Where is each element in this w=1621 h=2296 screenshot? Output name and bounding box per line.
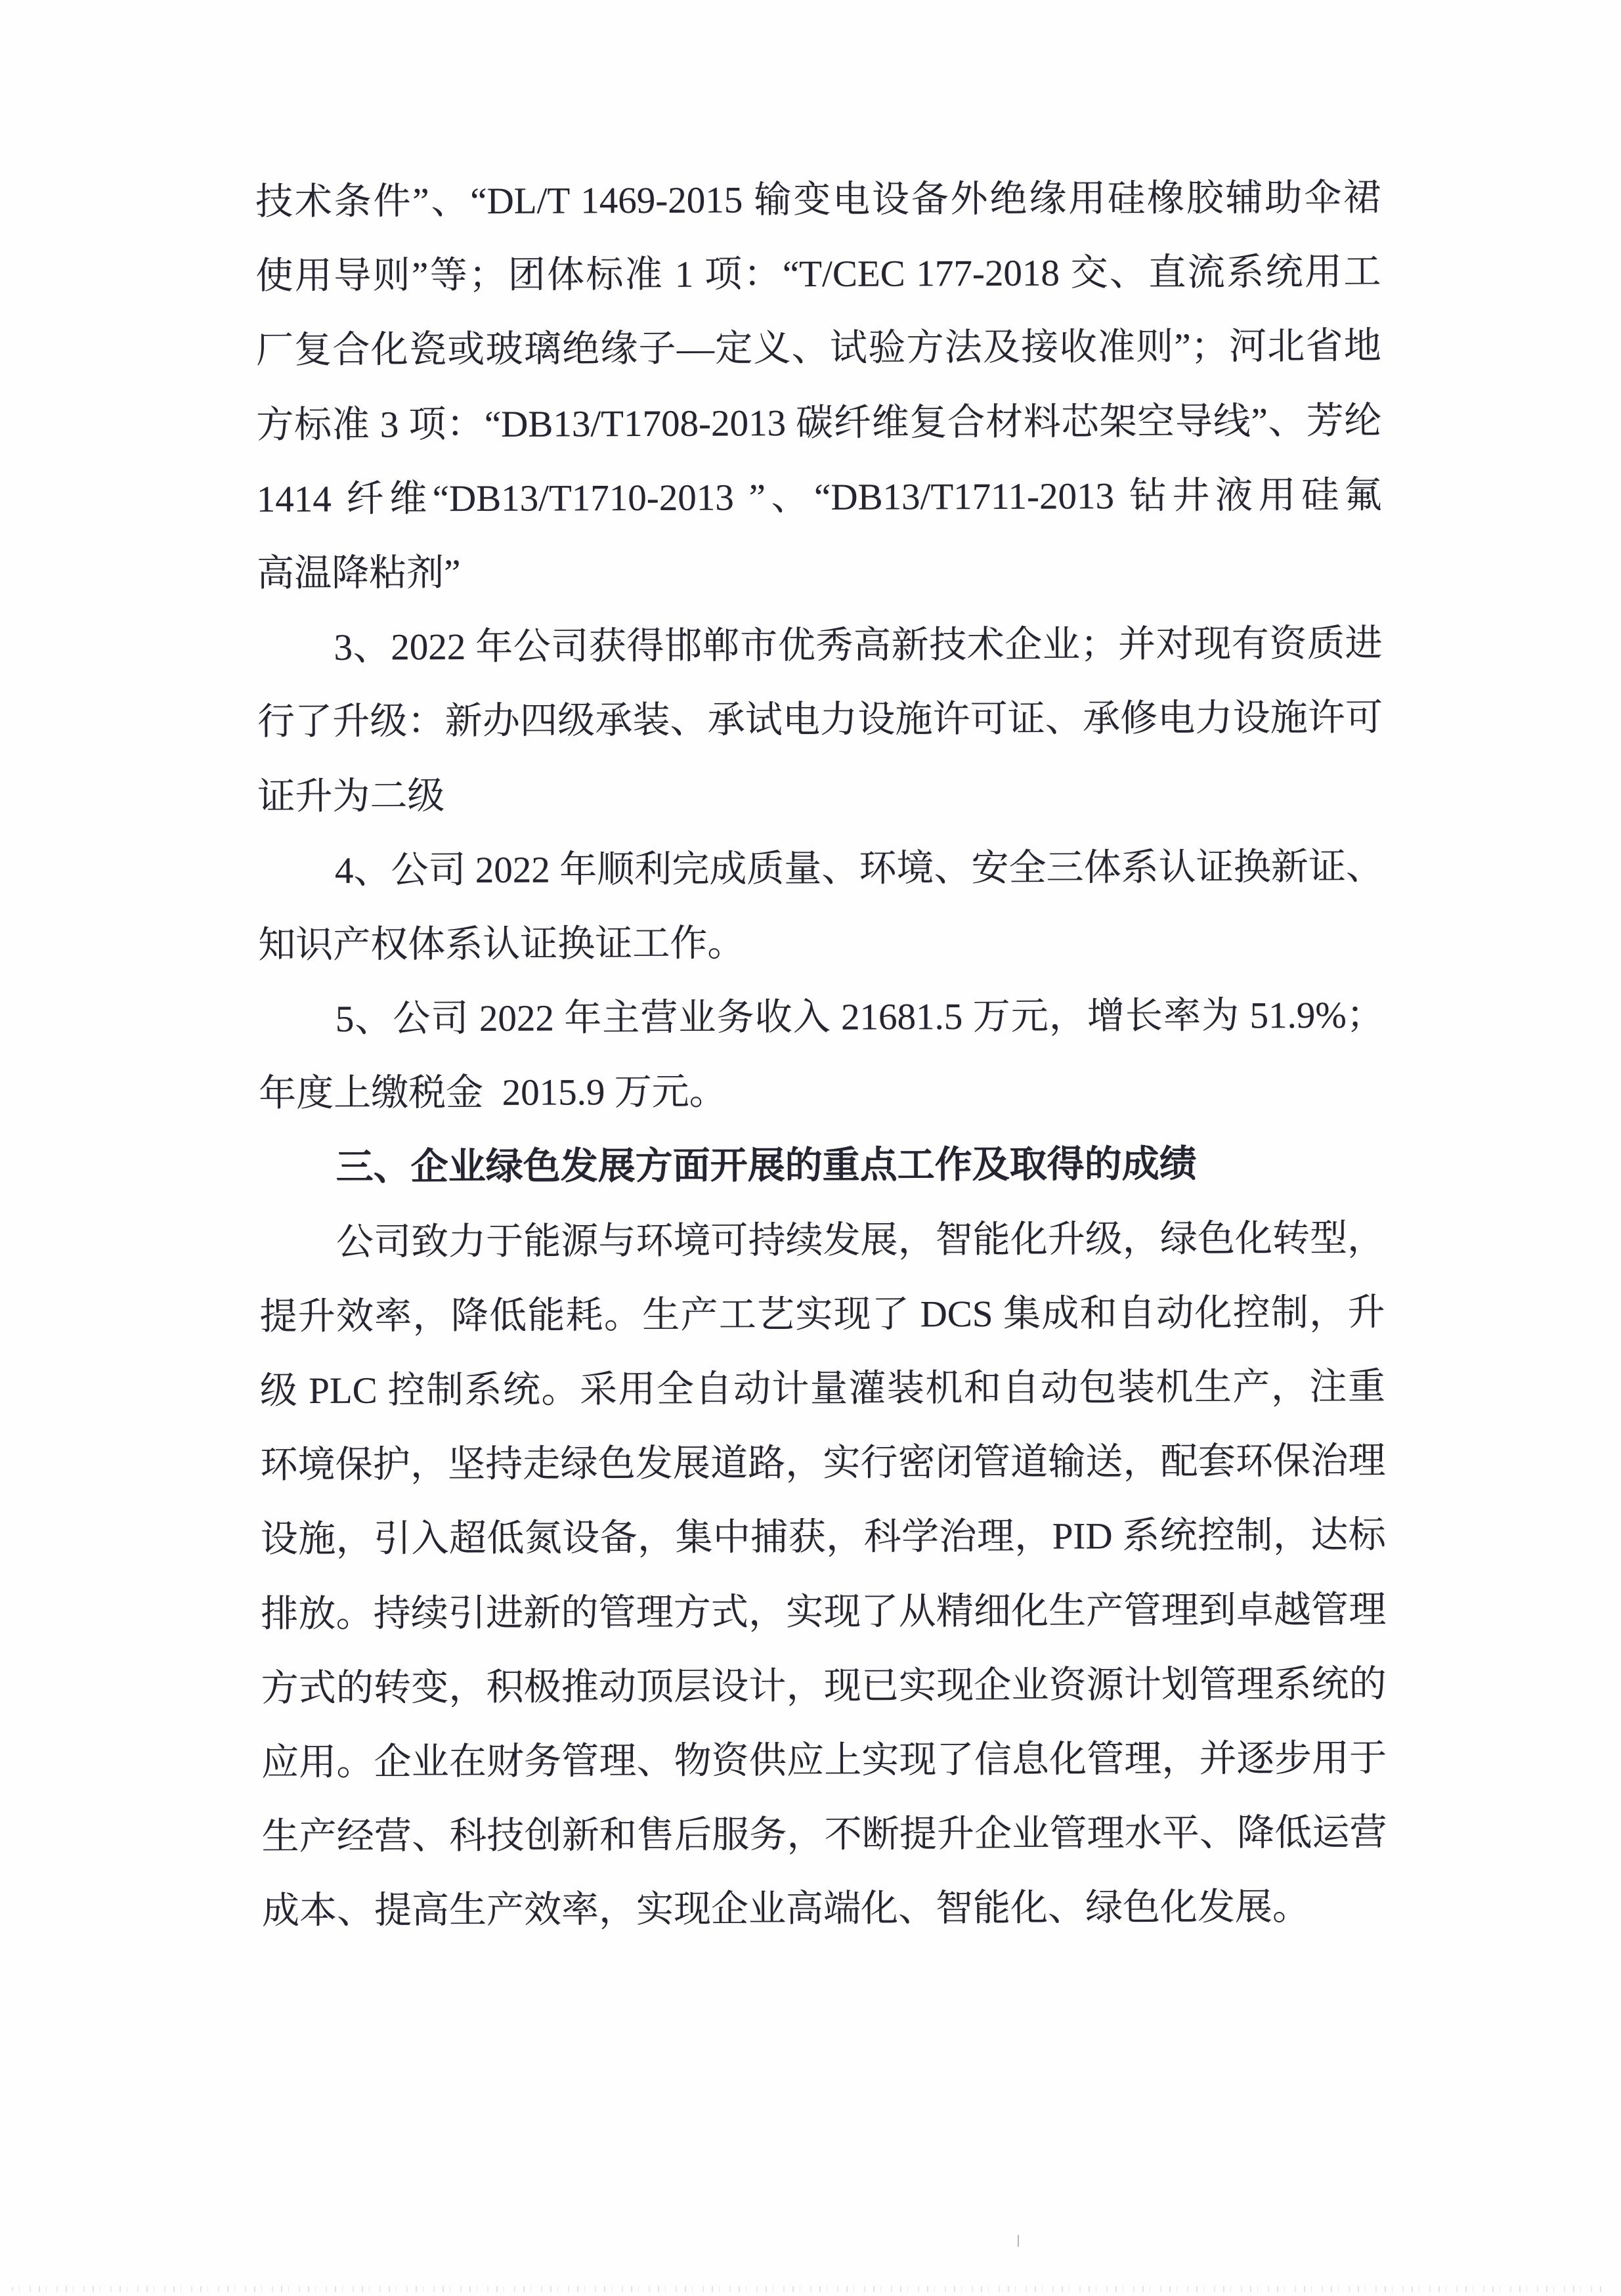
text-line: 应用。企业在财务管理、物资供应上实现了信息化管理，并逐步用于 [261,1737,1387,1784]
text-line: 证升为二级 [257,775,445,817]
document-text-block [255,161,1387,1949]
text-line: 知识产权体系认证换证工作。 [258,922,745,966]
text-line: 厂复合化瓷或玻璃绝缘子—定义、试验方法及接收准则”；河北省地 [255,326,1381,372]
scan-noise-artifact [12,2286,1605,2292]
text-line: 排放。持续引进新的管理方式，实现了从精细化生产管理到卓越管理 [261,1589,1387,1635]
text-line: 1414 纤维“DB13/T1710-2013 ”、“DB13/T1711-2013 钻井液用硅氟 [256,474,1382,521]
text-line: 5、公司 2022 年主营业务收入 21681.5 万元，增长率为 51.9%； [335,994,1384,1040]
text-line: 3、2022 年公司获得邯郸市优秀高新技术企业；并对现有资质进 [334,622,1383,668]
text-line: 年度上缴税金 2015.9 万元。 [259,1071,727,1115]
scan-speck-artifact [1018,2235,1019,2247]
text-line: 生产经营、科技创新和售后服务，不断提升企业管理水平、降低运营 [261,1811,1387,1858]
text-line: 级 PLC 控制系统。采用全自动计量灌装机和自动包装机生产，注重 [259,1366,1386,1412]
text-line: 提升效率，降低能耗。生产工艺实现了 DCS 集成和自动化控制，升 [259,1291,1385,1338]
text-line: 成本、提高生产效率，实现企业高端化、智能化、绿色化发展。 [261,1886,1310,1932]
text-line: 方标准 3 项：“DB13/T1708-2013 碳纤维复合材料芯架空导线”、芳纶 [256,400,1382,446]
text-line: 高温降粘剂” [257,552,461,595]
text-line: 行了升级：新办四级承装、承试电力设施许可证、承修电力设施许可 [257,697,1383,743]
text-line: 4、公司 2022 年顺利完成质量、环境、安全三体系认证换新证、 [334,846,1384,892]
text-line: 公司致力于能源与环境可持续发展，智能化升级，绿色化转型， [335,1217,1385,1263]
text-line: 环境保护，坚持走绿色发展道路，实行密闭管道输送，配套环保治理 [260,1440,1386,1486]
text-line: 设施，引入超低氮设备，集中捕获，科学治理，PID 系统控制，达标 [260,1515,1386,1561]
text-line: 技术条件”、“DL/T 1469-2015 输变电设备外绝缘用硅橡胶辅助伞裙 [255,177,1381,223]
text-line: 方式的转变，积极推动顶层设计，现已实现企业资源计划管理系统的 [261,1663,1387,1710]
section-heading: 三、企业绿色发展方面开展的重点工作及取得的成绩 [335,1144,1197,1189]
text-line: 使用导则”等；团体标准 1 项：“T/CEC 177-2018 交、直流系统用工 [255,251,1381,297]
